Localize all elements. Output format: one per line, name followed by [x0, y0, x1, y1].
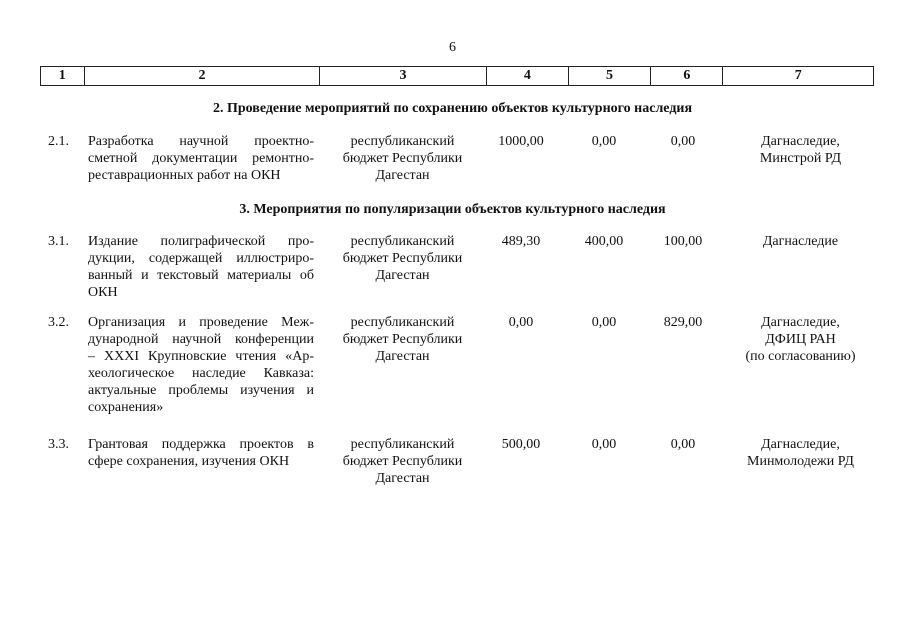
row-value-col5: 0,00: [591, 315, 617, 330]
row-number: 3.2.: [48, 315, 69, 330]
table-header-row: [40, 66, 874, 86]
row-value-col6: 829,00: [663, 315, 703, 330]
row-description: Издание полиграфической про- дукции, содержащей иллюстриро- ванный и текстовый материалы об ОКН: [88, 234, 314, 300]
row-funding-source: республиканский бюджет Республики Дагестан: [342, 234, 463, 283]
row-value-col5: 0,00: [591, 134, 617, 149]
row-number: 3.1.: [48, 234, 69, 249]
row-value-col6: 0,00: [670, 134, 696, 149]
row-value-col4: 489,30: [501, 234, 541, 249]
row-executor: Дагнаследие, Минстрой РД: [759, 134, 842, 166]
row-number: 2.1.: [48, 134, 69, 149]
header-col-1: 1: [40, 67, 84, 85]
row-executor: Дагнаследие, Минмолодежи РД: [747, 437, 854, 469]
header-col-2: 2: [84, 67, 320, 85]
row-value-col6: 0,00: [670, 437, 696, 452]
row-description: Грантовая поддержка проектов в сфере сохранения, изучения ОКН: [88, 437, 314, 469]
row-funding-source: республиканский бюджет Республики Дагестан: [342, 437, 463, 486]
row-executor: Дагнаследие: [762, 234, 839, 249]
row-value-col4: 500,00: [501, 437, 541, 452]
header-col-3: 3: [319, 67, 485, 85]
row-value-col4: 1000,00: [498, 134, 544, 149]
row-value-col6: 100,00: [663, 234, 703, 249]
row-executor: Дагнаследие, ДФИЦ РАН (по согласованию): [745, 315, 856, 364]
row-value-col5: 0,00: [591, 437, 617, 452]
header-col-7: 7: [722, 67, 874, 85]
section-title: 3. Мероприятия по популяризации объектов культурного наследия: [239, 202, 666, 217]
row-funding-source: республиканский бюджет Республики Дагестан: [342, 315, 463, 364]
header-col-5: 5: [568, 67, 650, 85]
row-description: Разработка научной проектно- сметной документации ремонтно- реставрационных работ на ОКН: [88, 134, 314, 183]
row-value-col4: 0,00: [508, 315, 534, 330]
row-description: Организация и проведение Меж- дународной научной конференции – XXXI Крупновские чтения «Ар- хеологическое наследие Кавказа: актуальные проблемы изучения и сохранения»: [88, 315, 314, 415]
header-col-6: 6: [650, 67, 722, 85]
page-number: 6: [449, 40, 456, 55]
header-col-4: 4: [486, 67, 568, 85]
row-number: 3.3.: [48, 437, 69, 452]
row-value-col5: 400,00: [584, 234, 624, 249]
section-title: 2. Проведение мероприятий по сохранению объектов культурного наследия: [212, 101, 693, 116]
row-funding-source: республиканский бюджет Республики Дагестан: [342, 134, 463, 183]
